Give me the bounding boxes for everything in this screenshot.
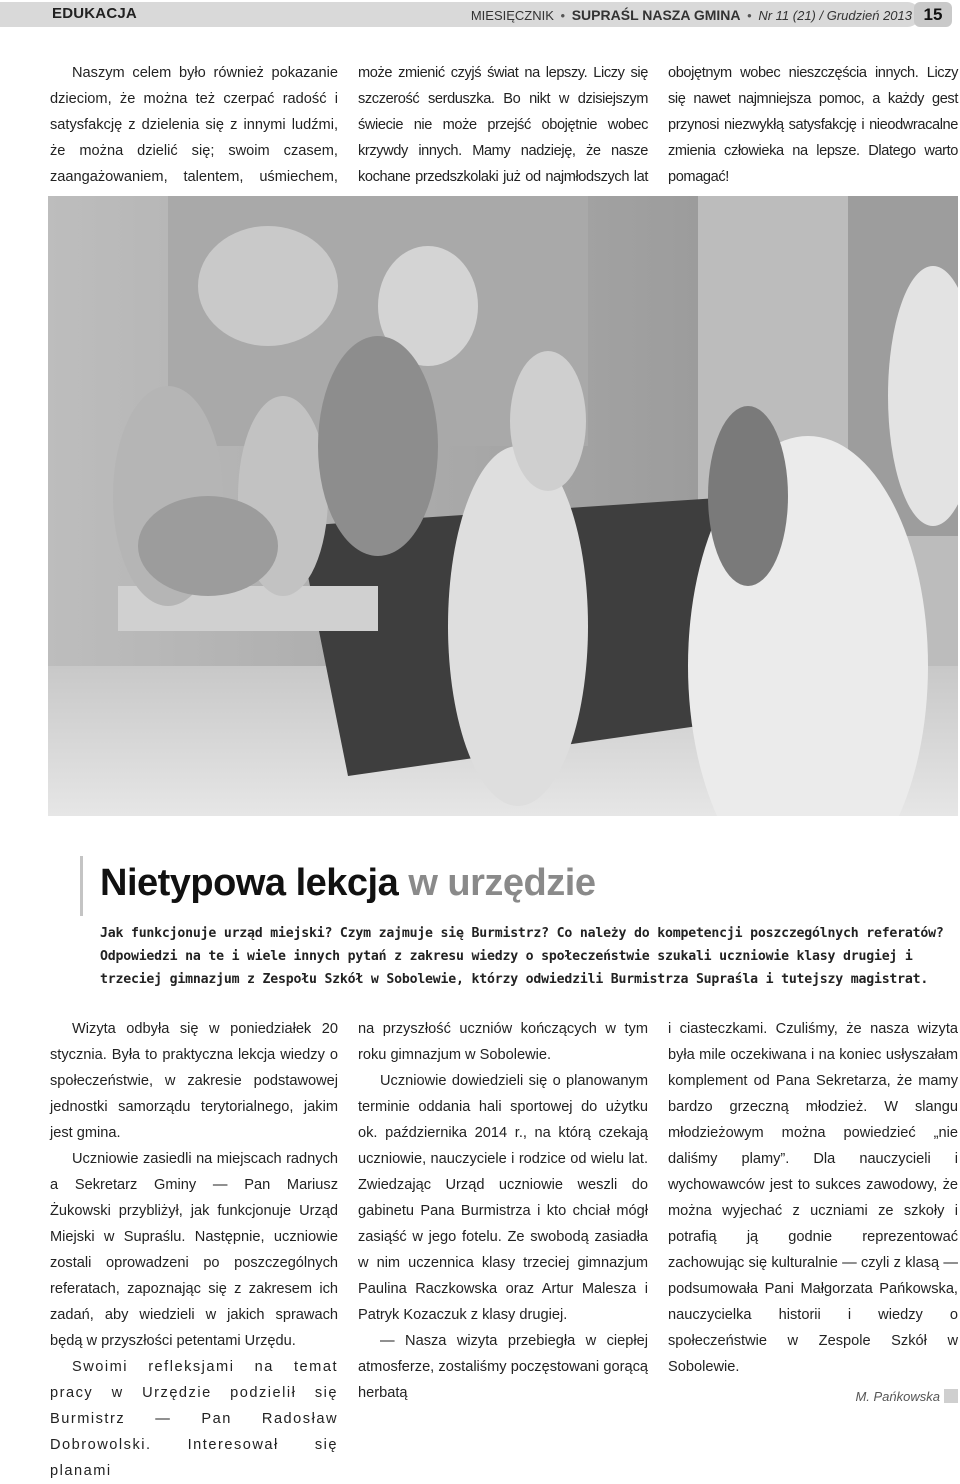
masthead [471, 7, 912, 23]
top-article-column-2 [358, 60, 648, 216]
page-header [0, 0, 960, 30]
publication-prefix: MIESIĘCZNIK [470, 8, 554, 23]
lead-questions: Jak funkcjonuje urząd miejski? Czym zajmuje się Burmistrz? Co należy do kompetencji poszczególnych referatów? [100, 926, 944, 941]
page-number: 15 [914, 2, 952, 27]
end-mark [944, 1389, 958, 1403]
bullet-separator: • [747, 8, 752, 23]
article-column-3 [668, 1016, 958, 1410]
title-main: Nietypowa lekcja [100, 862, 399, 904]
section-label: EDUKACJA [52, 5, 137, 22]
author-name: M. Pańkowska [855, 1389, 940, 1404]
lead-summary: Odpowiedzi na te i wiele innych pytań z zakresu wiedzy o społeczeństwie szukali uczniowie klasy drugiej i trzeciej gimnazjum z Zespołu Szkół w Sobolewie, którzy odwiedzili Burmistrza Supraśla i tutejszy magistrat. [100, 949, 929, 987]
issue-info: Nr 11 (21) / Grudzień 2013 [758, 8, 912, 23]
title-accent-bar [80, 856, 83, 916]
article-title [100, 862, 595, 905]
article-paragraph: Uczniowie dowiedzieli się o planowanym terminie oddania hali sportowej do użytku ok. października 2014 r., na którą czekają uczniowie, nauczyciele i rodzice od wielu lat. Zwiedzając Urząd uczniowie weszli do gabinetu Pana Burmistrza i kto chciał mógł zasiąść w jego fotelu. Ze swobodą zasiadła w nim uczennica klasy trzeciej gimnazjum Paulina Raczkowska oraz Artur Malesza i Patryk Kozaczuk z klasy drugiej. [358, 1073, 648, 1323]
article-photo [48, 196, 958, 816]
article-paragraph: i ciasteczkami. Czuliśmy, że nasza wizyta była mile oczekiwana i na koniec usłyszałam komplement od Pana Sekretarza, że mamy bardzo grzeczną młodzież. W slangu młodzieżowym można powiedzieć „nie daliśmy plamy”. Dla nauczycieli i wychowawców jest to sukces zawodowy, że można wyjechać z uczniami ze szkoły i potrafią ją godnie reprezentować zachowując się kulturalnie — czyli z klasą — podsumowała Pani Małgorzata Pańkowska, nauczycielka historii i wiedzy o społeczeństwie w Zespole Szkół w Sobolewie. [668, 1021, 958, 1375]
article-column-2 [358, 1016, 648, 1406]
top-article-text: obojętnym wobec nieszczęścia innych. Liczy się nawet najmniejsza pomoc, a każdy gest przynosi niezwykłą satysfakcję i nieodwracalne zmienia człowieka na lepsze. Dlatego warto pomagać! [668, 65, 958, 185]
article-paragraph: Wizyta odbyła się w poniedziałek 20 stycznia. Była to praktyczna lekcja wiedzy o społeczeństwie, w zakresie podstawowej jednostki samorządu terytorialnego, jakim jest gmina. [50, 1021, 338, 1141]
paper-name: SUPRAŚL NASZA GMINA [571, 7, 741, 23]
article-paragraph: na przyszłość uczniów kończących w tym roku gimnazjum w Sobolewie. [358, 1021, 648, 1063]
article-paragraph: Uczniowie zasiedli na miejscach radnych a Sekretarz Gminy — Pan Mariusz Żukowski przybliżył, jak funkcjonuje Urząd Miejski w Supraślu. Następnie, uczniowie zostali oprowadzeni po poszczególnych referatach, zapoznając się z zakresem ich zadań, aby wiedzieli w jakich sprawach będą w przyszłości petentami Urzędu. [50, 1151, 338, 1349]
top-article-text: Naszym celem było również pokazanie dzieciom, że można też czerpać radość i satysfakcję z dzielenia się z innymi ludźmi, że można dzielić się; swoim czasem, zaangażowaniem, talentem, uśmiechem, [50, 65, 338, 185]
top-article-text: może zmienić czyjś świat na lepszy. Liczy się szczerość serduszka. Bo nikt w dzisiejszym świecie nie może przejść obojętnie wobec krzywdy innych. Mamy nadzieję, że nasze kochane przedszkolaki już od najmłodszych lat [358, 65, 648, 185]
bullet-separator: • [560, 8, 566, 23]
top-article-column-1 [50, 60, 338, 216]
article-column-1 [50, 1016, 338, 1484]
photo-illustration [48, 196, 958, 816]
author-signature [668, 1384, 958, 1410]
title-rest: w urzędzie [408, 862, 596, 904]
article-lead [100, 922, 946, 991]
article-paragraph: — Nasza wizyta przebiegła w ciepłej atmosferze, zostaliśmy poczęstowani gorącą herbatą [358, 1333, 648, 1401]
article-paragraph: Swoimi refleksjami na temat pracy w Urzędzie podzielił się Burmistrz — Pan Radosław Dobrowolski. Interesował się planami [50, 1359, 338, 1479]
